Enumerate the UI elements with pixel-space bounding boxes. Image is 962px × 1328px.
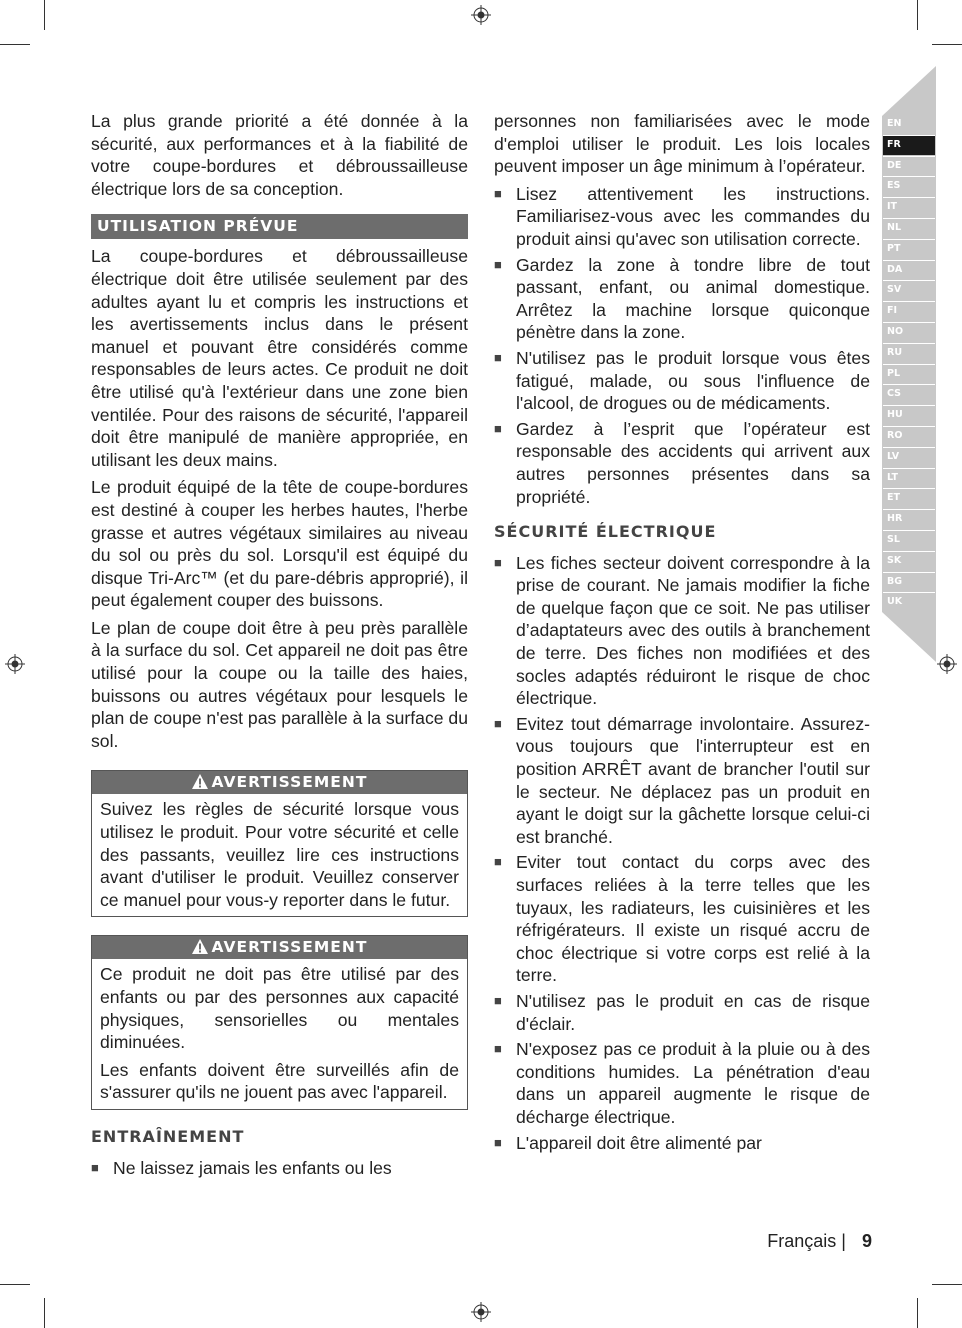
registration-mark-icon xyxy=(5,654,25,674)
language-separator xyxy=(883,530,935,531)
language-tab-ru[interactable]: RU xyxy=(887,346,903,358)
language-separator xyxy=(883,426,935,427)
language-tab-pl[interactable]: PL xyxy=(887,367,901,379)
crop-mark xyxy=(0,1284,30,1285)
list-item: ■ Eviter tout contact du corps avec des surfaces reliées à la terre telles que les tuyaux, les radiateurs, les cuisinières et les réfrigérateurs. Il existe un risqué accru de choc électrique si votre corps est relié à la terre. xyxy=(494,851,870,987)
warning-icon xyxy=(192,939,208,954)
list-item-continuation: personnes non familiarisées avec le mode d'emploi utiliser le produit. Les lois locales peuvent imposer un âge minimum à l’opérateur. xyxy=(494,111,870,177)
section-title-securite: SÉCURITÉ ÉLECTRIQUE xyxy=(494,522,717,542)
language-separator xyxy=(883,364,935,365)
language-tab-es[interactable]: ES xyxy=(887,180,901,192)
crop-mark xyxy=(44,0,45,30)
crop-mark xyxy=(932,1284,962,1285)
crop-mark xyxy=(932,44,962,45)
language-separator xyxy=(883,156,935,157)
language-tab-lv[interactable]: LV xyxy=(887,450,900,462)
language-separator xyxy=(883,280,935,281)
language-tab-en[interactable]: EN xyxy=(887,118,902,129)
crop-mark xyxy=(917,1298,918,1328)
section-title-utilisation: UTILISATION PRÉVUE xyxy=(91,214,468,239)
warning-icon xyxy=(192,774,208,789)
registration-mark-icon xyxy=(471,5,491,25)
language-tab-hr[interactable]: HR xyxy=(887,513,903,525)
language-separator xyxy=(883,447,935,448)
paragraph: La coupe-bordures et débroussailleuse électrique doit être utilisée seulement par des adultes ayant lu et compris les instructions et les avertissements inclus dans le présent manuel et pouvant être considérés comme responsables de leurs actes. Ce produit ne doit être utilisé qu'à l'extérieur dans une zone bien ventilée. Pour des raisons de sécurité, l'appareil doit être manipulé de manière appropriée, en utilisant les deux mains. xyxy=(91,246,468,470)
list-item: ■ L'appareil doit être alimenté par xyxy=(494,1132,870,1155)
language-tab-lt[interactable]: LT xyxy=(887,471,898,483)
language-tab-uk[interactable]: UK xyxy=(887,596,903,608)
list-item: ■ N'utilisez pas le produit lorsque vous êtes fatigué, malade, ou sous l'influence de l'alcool, de drogues ou de médicaments. xyxy=(494,347,870,415)
list-item: ■ Evitez tout démarrage involontaire. Assurez-vous toujours que l'interrupteur est en position ARRÊT avant de brancher l'outil sur le secteur. Ne déplacez pas un produit en ayant le doigt sur la gâchette lorsque celui-ci est branché. xyxy=(494,713,870,849)
language-separator xyxy=(883,551,935,552)
warning-box xyxy=(91,770,468,917)
language-tab-fr[interactable]: FR xyxy=(883,135,935,155)
language-separator xyxy=(883,135,935,136)
registration-mark-icon xyxy=(471,1302,491,1322)
language-tab-no[interactable]: NO xyxy=(887,326,904,337)
language-separator xyxy=(883,301,935,302)
language-separator xyxy=(883,322,935,323)
language-separator xyxy=(883,384,935,385)
language-separator xyxy=(883,405,935,406)
warning-title xyxy=(92,936,467,959)
warning-text: Suivez les règles de sécurité lorsque vous utilisez le produit. Pour votre sécurité et celle des passants, veuillez lire ces instructions avant d'utiliser le produit. Veuillez conserver ce manuel pour vous-y reporter dans le futur. xyxy=(100,799,459,910)
language-separator xyxy=(883,176,935,177)
crop-mark xyxy=(44,1298,45,1328)
language-separator xyxy=(883,197,935,198)
section-title-entrainement: ENTRAÎNEMENT xyxy=(91,1126,245,1146)
language-separator xyxy=(883,572,935,573)
language-separator xyxy=(883,468,935,469)
list-item: ■ Gardez à l’esprit que l’opérateur est responsable des accidents qui arrivent aux autres personnes présentes dans sa propriété. xyxy=(494,418,870,508)
list-item: ■ N'utilisez pas le produit en cas de risque d'éclair. xyxy=(494,990,870,1035)
list-item: ■ Ne laissez jamais les enfants ou les xyxy=(91,1157,468,1180)
bullet-list xyxy=(91,1157,468,1180)
language-separator xyxy=(883,592,935,593)
language-separator xyxy=(883,218,935,219)
page-footer xyxy=(700,1231,872,1255)
language-tab-cs[interactable]: CS xyxy=(887,388,901,400)
language-tab-sl[interactable]: SL xyxy=(887,534,900,545)
language-separator xyxy=(883,488,935,489)
warning-text: Ce produit ne doit pas être utilisé par des enfants ou par des personnes aux capacité physiques, sensorielles ou mentales diminuées. xyxy=(100,964,459,1053)
language-tab-sv[interactable]: SV xyxy=(887,284,902,296)
list-item: ■ Gardez la zone à tondre libre de tout passant, enfant, ou animal domestique. Arrêtez la machine lorsque quiconque pénètre dans la zone. xyxy=(494,254,870,344)
language-tab-bg[interactable]: BG xyxy=(887,575,903,587)
bullet-list xyxy=(494,552,870,1154)
language-tab-da[interactable]: DA xyxy=(887,263,903,275)
warning-title-text: AVERTISSEMENT xyxy=(211,773,368,792)
language-separator xyxy=(883,343,935,344)
language-tab-ro[interactable]: RO xyxy=(887,430,903,441)
list-item: ■ Les fiches secteur doivent correspondre à la prise de courant. Ne jamais modifier la fiche de quelque façon que ce soit. Ne pas utiliser d’adaptateurs avec des outils à branchement de terre. Des fiches non modifiées et des socles adaptés réduiront le risque de choc électrique. xyxy=(494,552,870,710)
crop-mark xyxy=(0,44,30,45)
language-separator xyxy=(883,260,935,261)
crop-mark xyxy=(917,0,918,30)
footer-language: Français | xyxy=(767,1231,846,1251)
language-tab-hu[interactable]: HU xyxy=(887,409,903,421)
warning-box xyxy=(91,935,468,1110)
right-column xyxy=(494,110,870,1157)
language-separator xyxy=(883,239,935,240)
registration-mark-icon xyxy=(937,654,957,674)
language-tab-pt[interactable]: PT xyxy=(887,242,901,254)
language-tab-nl[interactable]: NL xyxy=(887,222,902,233)
warning-text: Les enfants doivent être surveillés afin de s'assurer qu'ils ne jouent pas avec l'appareil. xyxy=(100,1059,459,1103)
page-number: 9 xyxy=(861,1231,872,1251)
warning-title xyxy=(92,771,467,794)
language-separator xyxy=(883,509,935,510)
language-tab-de[interactable]: DE xyxy=(887,159,902,171)
warning-title-text: AVERTISSEMENT xyxy=(211,938,368,957)
paragraph: Le plan de coupe doit être à peu près parallèle à la surface du sol. Cet appareil ne doit pas être utilisé pour la coupe ou la taille des haies, buissons ou autres végétaux pour lesquels le plan de coupe n'est pas parallèle à la surface du sol. xyxy=(91,617,468,751)
language-tab-sk[interactable]: SK xyxy=(887,554,902,566)
language-tab-et[interactable]: ET xyxy=(887,492,900,504)
list-item: ■ N'exposez pas ce produit à la pluie ou à des conditions humides. La pénétration d'eau dans un appareil augmente le risque de décharge électrique. xyxy=(494,1038,870,1128)
intro-paragraph: La plus grande priorité a été donnée à la sécurité, aux performances et à la fiabilité de votre coupe-bordures et débroussailleuse électrique lors de sa conception. xyxy=(91,111,468,199)
list-item: ■ Lisez attentivement les instructions. Familiarisez-vous avec les commandes du produit ainsi qu'avec son utilisation correcte. xyxy=(494,183,870,251)
bullet-list xyxy=(494,183,870,508)
language-tab-it[interactable]: IT xyxy=(887,201,898,213)
language-tab-fi[interactable]: FI xyxy=(887,305,898,317)
left-column xyxy=(91,110,468,1182)
paragraph: Le produit équipé de la tête de coupe-bordures est destiné à couper les herbes hautes, l'herbe grasse et autres végétaux similaires au niveau du sol ou près du sol. Lorsqu'il est équipé du disque Tri-Arc™ (et du pare-débris approprié), il peut également couper des buissons. xyxy=(91,477,468,611)
